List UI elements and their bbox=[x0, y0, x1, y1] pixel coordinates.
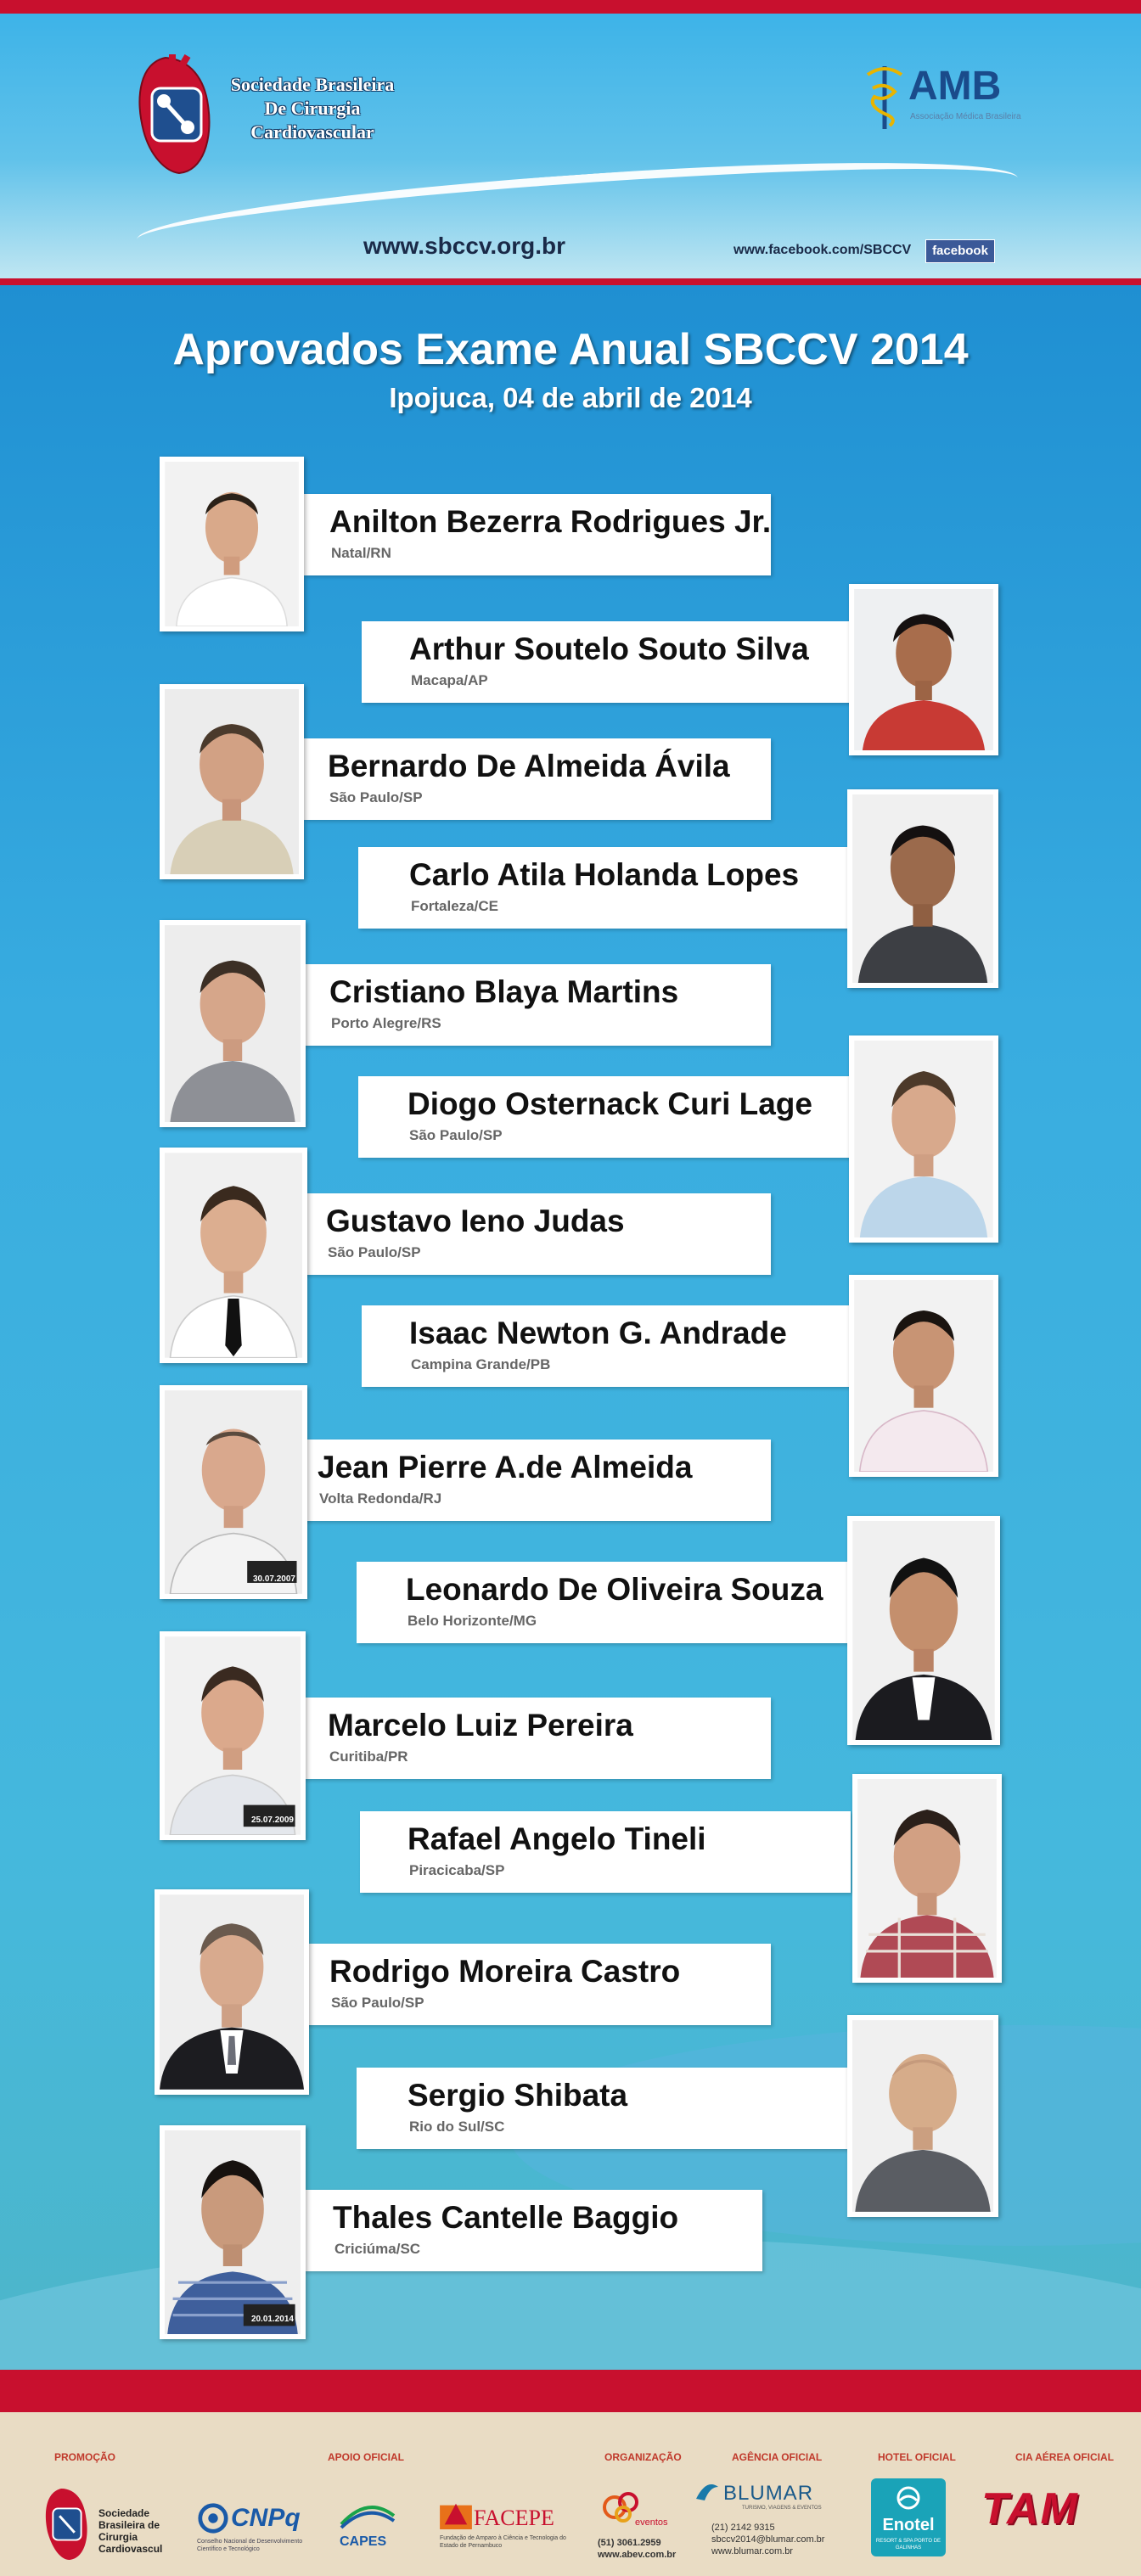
facepe-subtitle: Fundação de Amparo à Ciência e Tecnologia do Estado de Pernambuco bbox=[440, 2535, 566, 2549]
blumar-logo-icon bbox=[694, 2478, 720, 2504]
abev-logo-text: eventos bbox=[635, 2517, 668, 2528]
person-card bbox=[357, 1562, 851, 1643]
facebook-badge[interactable]: facebook bbox=[925, 239, 995, 263]
person-card bbox=[357, 2068, 851, 2149]
footer-sbccv-line: Brasileira de bbox=[98, 2519, 160, 2531]
portrait-photo bbox=[847, 789, 998, 988]
person-name: Rodrigo Moreira Castro bbox=[329, 1954, 681, 1989]
person-city: Rio do Sul/SC bbox=[409, 2119, 505, 2135]
person-name: Bernardo De Almeida Ávila bbox=[328, 749, 730, 783]
tam-logo-text: TAM bbox=[981, 2484, 1079, 2534]
footer-sbccv-line: Cirurgia bbox=[98, 2531, 138, 2543]
person-city: Fortaleza/CE bbox=[411, 898, 498, 914]
person-card bbox=[362, 621, 851, 703]
abev-url[interactable]: www.abev.com.br bbox=[598, 2550, 677, 2560]
cnpq-logo-text: CNPq bbox=[231, 2504, 301, 2532]
person-name: Jean Pierre A.de Almeida bbox=[318, 1450, 693, 1484]
capes-logo-icon bbox=[338, 2499, 397, 2533]
footer-sponsors bbox=[0, 2412, 1141, 2576]
person-name: Sergio Shibata bbox=[408, 2078, 628, 2113]
person-name: Leonardo De Oliveira Souza bbox=[406, 1572, 823, 1607]
header-red-line bbox=[0, 278, 1141, 285]
person-name: Cristiano Blaya Martins bbox=[329, 974, 679, 1009]
person-name: Marcelo Luiz Pereira bbox=[328, 1708, 633, 1743]
person-name: Carlo Atila Holanda Lopes bbox=[409, 857, 800, 892]
portrait-photo bbox=[852, 1774, 1002, 1983]
person-name: Anilton Bezerra Rodrigues Jr. bbox=[329, 504, 772, 539]
person-card bbox=[304, 2190, 762, 2271]
photo-date-stamp: 20.01.2014 bbox=[250, 2315, 294, 2324]
blumar-phone: (21) 2142 9315 bbox=[711, 2523, 775, 2533]
portrait-photo bbox=[160, 1385, 307, 1599]
person-card bbox=[358, 847, 851, 929]
portrait-photo bbox=[847, 1516, 1000, 1745]
person-name: Isaac Newton G. Andrade bbox=[409, 1316, 787, 1350]
amb-caduceus-icon bbox=[864, 63, 905, 131]
person-city: Belo Horizonte/MG bbox=[408, 1613, 537, 1629]
blumar-email[interactable]: sbccv2014@blumar.com.br bbox=[711, 2534, 825, 2545]
person-name: Gustavo Ieno Judas bbox=[326, 1204, 625, 1238]
person-city: Natal/RN bbox=[331, 545, 391, 561]
portrait-photo bbox=[849, 1275, 998, 1477]
person-city: São Paulo/SP bbox=[409, 1127, 503, 1143]
person-card bbox=[304, 738, 771, 820]
person-city: Macapa/AP bbox=[411, 672, 488, 688]
person-card bbox=[360, 1811, 851, 1893]
sbccv-org-name bbox=[202, 73, 423, 144]
amb-logo bbox=[864, 63, 1051, 139]
person-name: Thales Cantelle Baggio bbox=[333, 2200, 679, 2235]
person-city: São Paulo/SP bbox=[329, 789, 423, 805]
facepe-logo-icon bbox=[440, 2500, 472, 2529]
footer-sbccv-line: Sociedade bbox=[98, 2507, 150, 2519]
person-city: Piracicaba/SP bbox=[409, 1862, 505, 1878]
portrait-photo bbox=[160, 457, 304, 631]
enotel-subtitle: RESORT & SPA PORTO DE GALINHAS bbox=[875, 2539, 941, 2551]
portrait-photo bbox=[160, 1148, 307, 1363]
person-name: Rafael Angelo Tineli bbox=[408, 1821, 706, 1856]
person-card bbox=[304, 964, 771, 1046]
portrait-photo bbox=[155, 1889, 309, 2095]
org-name-line1: Sociedade Brasileira bbox=[230, 74, 395, 95]
photo-date-stamp: 30.07.2007 bbox=[252, 1574, 295, 1584]
blumar-url[interactable]: www.blumar.com.br bbox=[711, 2546, 793, 2556]
portrait-photo bbox=[160, 2125, 306, 2339]
footer-heading-apoio: APOIO OFICIAL bbox=[328, 2451, 404, 2463]
footer-heading-hotel: HOTEL OFICIAL bbox=[878, 2451, 956, 2463]
cnpq-logo-icon bbox=[197, 2502, 229, 2534]
person-city: Curitiba/PR bbox=[329, 1748, 408, 1765]
photo-date-stamp: 25.07.2009 bbox=[250, 1816, 294, 1825]
enotel-logo bbox=[871, 2478, 946, 2556]
page-subtitle: Ipojuca, 04 de abril de 2014 bbox=[389, 382, 752, 413]
person-city: São Paulo/SP bbox=[328, 1244, 421, 1260]
enotel-logo-text: Enotel bbox=[882, 2516, 935, 2534]
org-name-line2: De Cirurgia bbox=[264, 98, 361, 119]
portrait-photo bbox=[849, 1035, 998, 1243]
enotel-wave-icon bbox=[891, 2485, 925, 2511]
person-city: Campina Grande/PB bbox=[411, 1356, 551, 1372]
portrait-photo bbox=[160, 1631, 306, 1840]
footer-heading-organizacao: ORGANIZAÇÃO bbox=[604, 2451, 682, 2463]
org-name-line3: Cardiovascular bbox=[250, 121, 374, 143]
person-card bbox=[304, 1440, 771, 1521]
amb-logo-text: AMB bbox=[908, 64, 1002, 109]
portrait-photo bbox=[849, 584, 998, 755]
footer-red-band bbox=[0, 2370, 1141, 2412]
person-city: São Paulo/SP bbox=[331, 1995, 424, 2011]
person-card bbox=[358, 1076, 851, 1158]
facepe-logo-text: FACEPE bbox=[474, 2506, 554, 2530]
person-name: Diogo Osternack Curi Lage bbox=[408, 1086, 812, 1121]
footer-heading-promocao: PROMOÇÃO bbox=[54, 2451, 115, 2463]
portrait-photo bbox=[160, 920, 306, 1127]
person-city: Volta Redonda/RJ bbox=[319, 1490, 442, 1507]
person-city: Porto Alegre/RS bbox=[331, 1015, 441, 1031]
person-name: Arthur Soutelo Souto Silva bbox=[409, 631, 809, 666]
website-link[interactable]: www.sbccv.org.br bbox=[363, 233, 566, 259]
facebook-link[interactable]: www.facebook.com/SBCCV bbox=[734, 243, 912, 257]
blumar-logo-text: BLUMAR bbox=[723, 2482, 814, 2505]
portrait-photo bbox=[160, 684, 304, 879]
person-card bbox=[304, 1193, 771, 1275]
person-card bbox=[304, 1944, 771, 2025]
abev-phone: (51) 3061.2959 bbox=[598, 2538, 661, 2548]
amb-subtitle: Associação Médica Brasileira bbox=[910, 112, 1021, 121]
footer-heading-agencia: AGÊNCIA OFICIAL bbox=[732, 2451, 823, 2463]
footer-sbccv-line: Cardiovascul bbox=[98, 2543, 163, 2555]
sbccv-footer-logo-icon bbox=[41, 2487, 92, 2562]
capes-logo-text: CAPES bbox=[340, 2534, 387, 2549]
person-card bbox=[304, 1698, 771, 1779]
portrait-photo bbox=[847, 2015, 998, 2217]
blumar-subtitle: TURISMO, VIAGENS & EVENTOS bbox=[742, 2506, 822, 2511]
cnpq-subtitle: Conselho Nacional de Desenvolvimento Científico e Tecnológico bbox=[197, 2539, 303, 2552]
person-city: Criciúma/SC bbox=[334, 2241, 421, 2257]
header bbox=[0, 14, 1141, 278]
footer-sbccv-name bbox=[98, 2507, 162, 2555]
person-card bbox=[362, 1305, 851, 1387]
top-red-bar bbox=[0, 0, 1141, 14]
page-title: Aprovados Exame Anual SBCCV 2014 bbox=[172, 325, 969, 374]
person-card bbox=[304, 494, 771, 575]
footer-heading-cia: CIA AÉREA OFICIAL bbox=[1015, 2451, 1114, 2463]
